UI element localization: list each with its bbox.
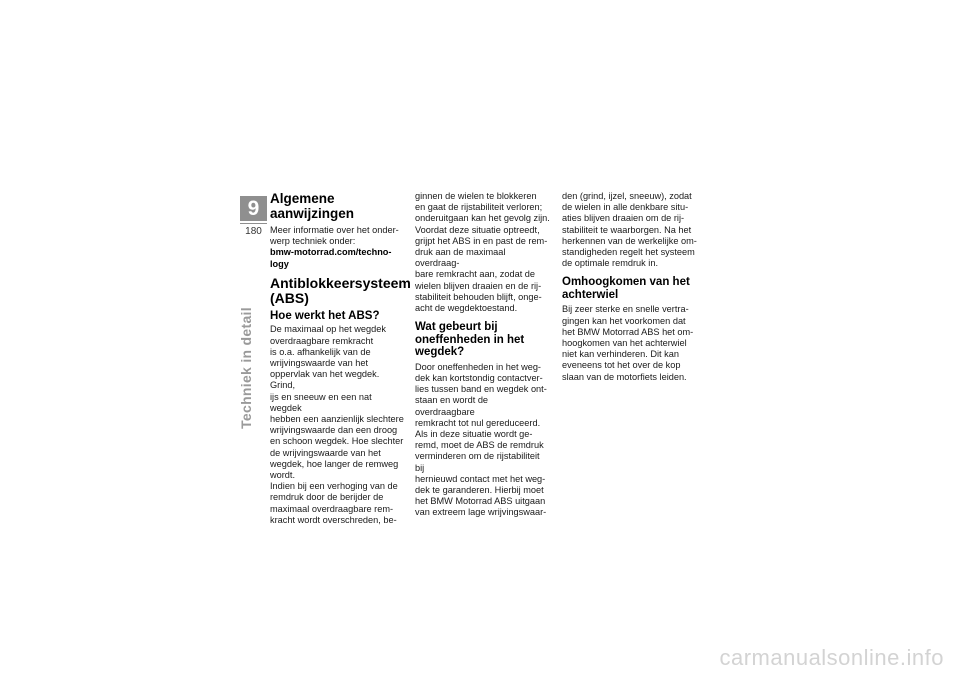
body-how-abs-works: De maximaal op het wegdek overdraagbare remkracht is o.a. afhankelijk van de wrijvingswaarde van het oppervlak van het wegdek. Grind, ijs en sneeuw en een nat wegdek hebben een aanzienlijk slechtere wrijvingswaarde dan een droog en schoon wegdek. Hoe slechter de wrijvingswaarde van het wegdek, hoe langer de remweg wordt. Indien bij een verhoging van de remdruk door de berijder de maximaal overdraagbare rem- kracht wordt overschreden, be- [270, 324, 404, 525]
watermark-text: carmanualsonline.info [719, 645, 944, 670]
heading-general: Algemene aanwijzingen [270, 191, 355, 221]
body-rear-wheel-lift: Bij zeer sterke en snelle vertra- gingen kan het voorkomen dat het BMW Motorrad ABS het om- hoogkomen van het achterwiel niet kan verhinderen. Dit kan eveneens tot het over de kop slaan van de motorfiets leiden. [562, 304, 694, 382]
text-column-2 [415, 191, 550, 519]
page-number: 180 [245, 226, 262, 237]
chapter-number: 9 [240, 196, 267, 221]
heading-abs: Antiblokkeersysteem (ABS) [270, 274, 411, 306]
intro-text: Meer informatie over het onder- werp techniek onder: [270, 225, 399, 247]
text-column-3 [562, 191, 697, 383]
body-unevenness-continued: den (grind, ijzel, sneeuw), zodat de wielen in alle denkbare situ- aties blijven draaien om de rij- stabiliteit te waarborgen. Na het herkennen van de werkelijke om- standigheden regelt het systeem de optimale remdruk in. [562, 191, 697, 269]
chapter-divider [240, 223, 267, 224]
section-side-title: Techniek in detail [238, 307, 254, 429]
heading-road-unevenness: Wat gebeurt bij oneffenheden in het wegdek? [415, 321, 525, 359]
body-road-unevenness: Door oneffenheden in het weg- dek kan kortstondig contactver- lies tussen band en wegdek ont- staan en wordt de overdraagbare remkracht tot nul gereduceerd. Als in deze situatie wordt ge- remd, moet de ABS de remdruk verminderen om de rijstabiliteit bij hernieuwd contact met het weg- dek te garanderen. Hierbij moet het BMW Motorrad ABS uitgaan van extreem lage wrijvingswaar- [415, 361, 547, 518]
heading-how-abs-works: Hoe werkt het ABS? [270, 309, 380, 322]
body-abs-continued: ginnen de wielen te blokkeren en gaat de rijstabiliteit verloren; onderuitgaan kan het gevolg zijn. Voordat deze situatie optreedt, grijpt het ABS in en past de rem- druk aan de maximaal overdraag- bare remkracht aan, zodat de wielen blijven draaien en de rij- stabiliteit behouden blijft, onge- acht de wegdektoestand. [415, 191, 550, 314]
website-link[interactable]: bmw-motorrad.com/techno- logy [270, 247, 392, 269]
text-column-1 [270, 191, 411, 526]
heading-rear-wheel-lift: Omhoogkomen van het achterwiel [562, 276, 690, 301]
